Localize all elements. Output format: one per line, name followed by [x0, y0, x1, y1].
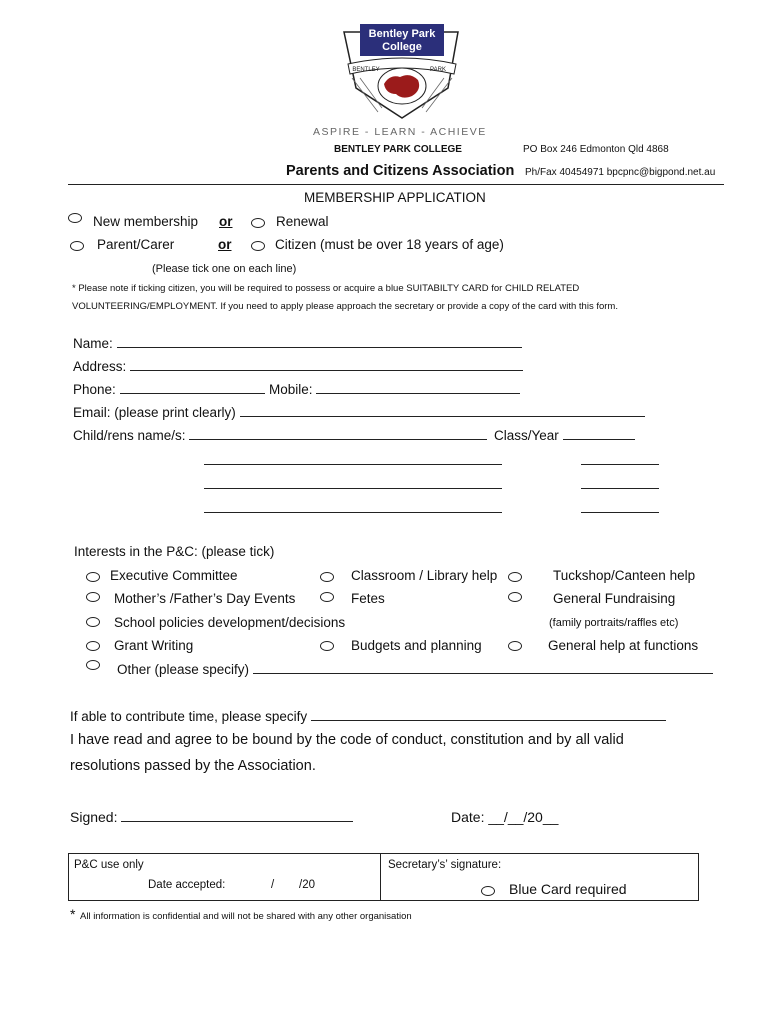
renewal-label: Renewal — [276, 214, 329, 229]
tick-note: (Please tick one on each line) — [152, 263, 297, 275]
class-year-label: Class/Year — [494, 428, 559, 443]
logo-motto: ASPIRE - LEARN - ACHIEVE — [313, 126, 487, 138]
citizen-note-line2: VOLUNTEERING/EMPLOYMENT. If you need to apply please approach the secretary or provide a copy of the card with this form. — [72, 301, 618, 312]
school-name: BENTLEY PARK COLLEGE — [334, 144, 462, 155]
contact-info: Ph/Fax 40454971 bpcpnc@bigpond.net.au — [525, 167, 716, 178]
mothers-label: Mother’s /Father’s Day Events — [114, 591, 296, 606]
classroom-label: Classroom / Library help — [351, 568, 498, 583]
budgets-radio[interactable] — [320, 641, 334, 651]
parent-carer-radio[interactable] — [70, 241, 84, 251]
fundraising-radio[interactable] — [508, 592, 522, 602]
general-help-label: General help at functions — [548, 638, 699, 653]
class-line-2[interactable] — [581, 464, 659, 465]
confidential-note: All information is confidential and will not be shared with any other organisation — [80, 911, 412, 922]
logo-name-line2: College — [382, 41, 422, 53]
fetes-label: Fetes — [351, 591, 385, 606]
name-field[interactable] — [73, 335, 522, 351]
date-accepted-label: Date accepted: — [148, 879, 226, 891]
tuckshop-radio[interactable] — [508, 572, 522, 582]
or-label-1: or — [219, 214, 233, 229]
contribute-field[interactable] — [70, 708, 666, 724]
logo-name-line1: Bentley Park — [368, 28, 436, 40]
children-label: Child/rens name/s: — [73, 428, 186, 443]
citizen-radio[interactable] — [251, 241, 265, 251]
tuckshop-label: Tuckshop/Canteen help — [553, 568, 696, 583]
agreement-line1: I have read and agree to be bound by the code of conduct, constitution and by all valid — [70, 732, 624, 748]
citizen-label: Citizen (must be over 18 years of age) — [275, 237, 504, 252]
logo-banner-left: BENTLEY — [352, 67, 380, 73]
class-line-3[interactable] — [581, 488, 659, 489]
pc-use-label: P&C use only — [74, 859, 144, 871]
association-name: Parents and Citizens Association — [286, 163, 515, 179]
citizen-note-line1: * Please note if ticking citizen, you will be required to possess or acquire a blue SUITABILTY CARD for CHILD RELATED — [72, 283, 580, 294]
college-logo — [338, 22, 466, 124]
executive-label: Executive Committee — [110, 568, 238, 583]
phone-label: Phone: — [73, 382, 116, 397]
po-box: PO Box 246 Edmonton Qld 4868 — [523, 144, 669, 155]
date-accepted-slash: / — [271, 879, 275, 891]
fundraising-label: General Fundraising — [553, 591, 676, 606]
new-membership-label: New membership — [93, 214, 199, 229]
blue-card-label: Blue Card required — [509, 881, 627, 897]
header-divider — [68, 184, 724, 185]
phone-field[interactable] — [73, 381, 265, 397]
signed-label: Signed: — [70, 809, 118, 825]
child-line-4[interactable] — [204, 512, 502, 513]
classroom-radio[interactable] — [320, 572, 334, 582]
child-line-2[interactable] — [204, 464, 502, 465]
secretary-signature-label: Secretary’s’ signature: — [388, 859, 502, 871]
class-line-4[interactable] — [581, 512, 659, 513]
or-label-2: or — [218, 237, 232, 252]
child-line-3[interactable] — [204, 488, 502, 489]
other-label: Other (please specify) — [117, 662, 250, 677]
new-membership-radio[interactable] — [68, 213, 82, 223]
email-label: Email: (please print clearly) — [73, 405, 236, 420]
class-year-field[interactable] — [494, 427, 635, 443]
other-field[interactable] — [117, 661, 713, 677]
logo-banner-right: PARK — [430, 67, 446, 73]
renewal-radio[interactable] — [251, 218, 265, 228]
other-radio[interactable] — [86, 660, 100, 670]
mobile-label: Mobile: — [269, 382, 313, 397]
family-note: (family portraits/raffles etc) — [549, 617, 679, 629]
interests-heading: Interests in the P&C: (please tick) — [74, 544, 275, 559]
mobile-field[interactable] — [269, 381, 520, 397]
children-field[interactable] — [73, 427, 487, 443]
signed-field[interactable] — [70, 809, 353, 825]
date-field[interactable]: Date: __/__/20__ — [451, 809, 559, 825]
email-field[interactable] — [73, 404, 645, 420]
policies-radio[interactable] — [86, 617, 100, 627]
fetes-radio[interactable] — [320, 592, 334, 602]
general-help-radio[interactable] — [508, 641, 522, 651]
office-use-divider — [380, 853, 381, 901]
confidential-asterisk: * — [70, 906, 76, 922]
address-label: Address: — [73, 359, 127, 374]
address-field[interactable] — [73, 358, 523, 374]
agreement-line2: resolutions passed by the Association. — [70, 758, 316, 774]
mothers-radio[interactable] — [86, 592, 100, 602]
contribute-label: If able to contribute time, please specify — [70, 709, 308, 724]
date-accepted-year: /20 — [299, 879, 315, 891]
grant-label: Grant Writing — [114, 638, 194, 653]
form-title: MEMBERSHIP APPLICATION — [304, 190, 486, 205]
executive-radio[interactable] — [86, 572, 100, 582]
parent-carer-label: Parent/Carer — [97, 237, 175, 252]
budgets-label: Budgets and planning — [351, 638, 482, 653]
blue-card-radio[interactable] — [481, 886, 495, 896]
name-label: Name: — [73, 336, 113, 351]
grant-radio[interactable] — [86, 641, 100, 651]
policies-label: School policies development/decisions — [114, 615, 346, 630]
